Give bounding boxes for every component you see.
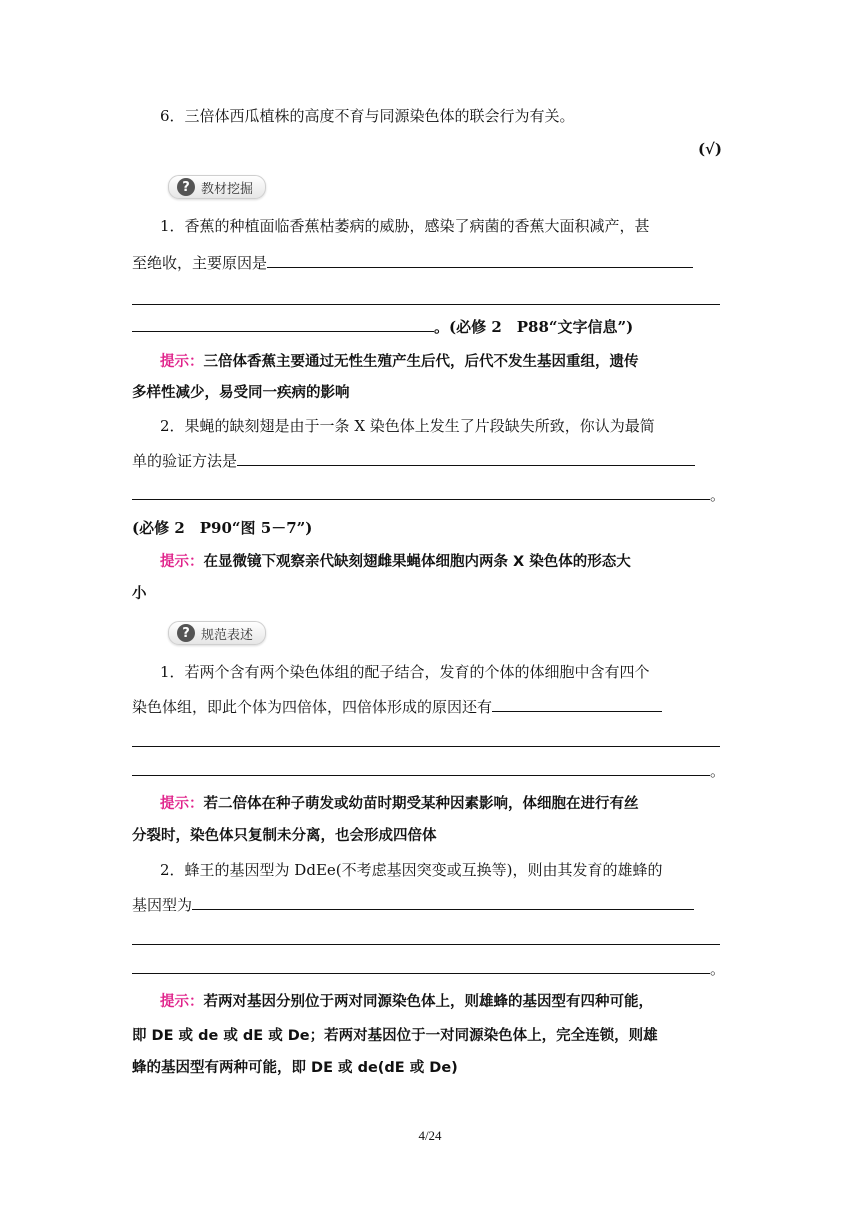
hint-text: 若两对基因分别位于两对同源染色体上，则雄蜂的基因型有四种可能， — [203, 994, 653, 1010]
standard-q2-hint-line1 — [160, 992, 730, 1012]
textbook-q1-line1: 1．香蕉的种植面临香蕉枯萎病的威胁，感染了病菌的香蕉大面积减产，甚 — [160, 217, 650, 235]
standard-q2-prompt: 基因型为 — [132, 896, 193, 914]
standard-q2-line1: 2．蜂王的基因型为 DdEe(不考虑基因突变或互换等)，则由其发育的雄蜂的 — [160, 861, 663, 879]
textbook-q2-line2 — [132, 450, 730, 471]
answer-blank — [132, 304, 720, 305]
q6-text: 6．三倍体西瓜植株的高度不育与同源染色体的联会行为有关。 — [160, 107, 575, 125]
answer-blank — [132, 316, 434, 332]
textbook-q1-prompt: 至绝收，主要原因是 — [132, 254, 268, 272]
answer-blank — [192, 894, 694, 910]
standard-q2-hint-line3: 蜂的基因型有两种可能，即 DE 或 de(dE 或 De) — [132, 1060, 458, 1076]
answer-blank — [132, 746, 720, 747]
textbook-q1-line2 — [132, 252, 730, 273]
textbook-q1-hint-line1 — [160, 352, 730, 372]
hint-label: 提示： — [160, 554, 204, 570]
textbook-q2-line1: 2．果蝇的缺刻翅是由于一条 X 染色体上发生了片段缺失所致，你认为最简 — [160, 417, 655, 435]
period: 。 — [710, 762, 726, 780]
answer-blank — [132, 958, 710, 974]
standard-q1-line2 — [132, 696, 730, 717]
period: 。 — [710, 960, 726, 978]
page-number: 4/24 — [418, 1128, 442, 1143]
standard-q1-prompt: 染色体组，即此个体为四倍体，四倍体形成的原因还有 — [132, 698, 493, 716]
section-title: 教材挖掘 — [201, 181, 254, 197]
textbook-q1-ref: 。(必修 2 P88“文字信息”) — [434, 318, 634, 336]
answer-blank — [492, 696, 662, 712]
q6-mark: (√) — [697, 140, 722, 158]
textbook-q2-hint-line2: 小 — [132, 586, 147, 602]
answer-blank — [132, 484, 710, 500]
section-badge-textbook — [168, 174, 266, 200]
hint-text: 在显微镜下观察亲代缺刻翅雌果蝇体细胞内两条 X 染色体的形态大 — [203, 554, 631, 570]
hint-text: 若二倍体在种子萌发或幼苗时期受某种因素影响，体细胞在进行有丝 — [203, 796, 639, 812]
standard-q1-hint-line2: 分裂时，染色体只复制未分离，也会形成四倍体 — [132, 828, 437, 844]
textbook-q2-hint-line1 — [160, 552, 730, 572]
period: 。 — [710, 486, 726, 504]
textbook-q2-prompt: 单的验证方法是 — [132, 452, 238, 470]
standard-q1-hint-line1 — [160, 794, 730, 814]
textbook-q2-ref: (必修 2 P90“图 5－7”) — [132, 519, 313, 537]
section-title: 规范表述 — [201, 627, 254, 643]
section-badge-standard — [168, 620, 266, 646]
question-icon: ? — [177, 178, 195, 196]
hint-label: 提示： — [160, 354, 204, 370]
standard-q2-hint-line2: 即 DE 或 de 或 dE 或 De；若两对基因位于一对同源染色体上，完全连锁，则雄 — [132, 1028, 658, 1044]
hint-label: 提示： — [160, 796, 204, 812]
textbook-q1-hint-line2: 多样性减少，易受同一疾病的影响 — [132, 385, 350, 401]
answer-blank — [267, 252, 693, 268]
standard-q1-blank-line — [132, 760, 730, 781]
question-icon: ? — [177, 624, 195, 642]
answer-blank — [132, 760, 710, 776]
standard-q2-line2 — [132, 894, 730, 915]
textbook-q1-ref-line — [132, 316, 730, 337]
hint-label: 提示： — [160, 994, 204, 1010]
standard-q1-line1: 1．若两个含有两个染色体组的配子结合，发育的个体的体细胞中含有四个 — [160, 663, 650, 681]
answer-blank — [132, 944, 720, 945]
textbook-q2-blank-line — [132, 484, 730, 505]
standard-q2-blank-line — [132, 958, 730, 979]
hint-text: 三倍体香蕉主要通过无性生殖产生后代，后代不发生基因重组，遗传 — [203, 354, 639, 370]
answer-blank — [237, 450, 695, 466]
